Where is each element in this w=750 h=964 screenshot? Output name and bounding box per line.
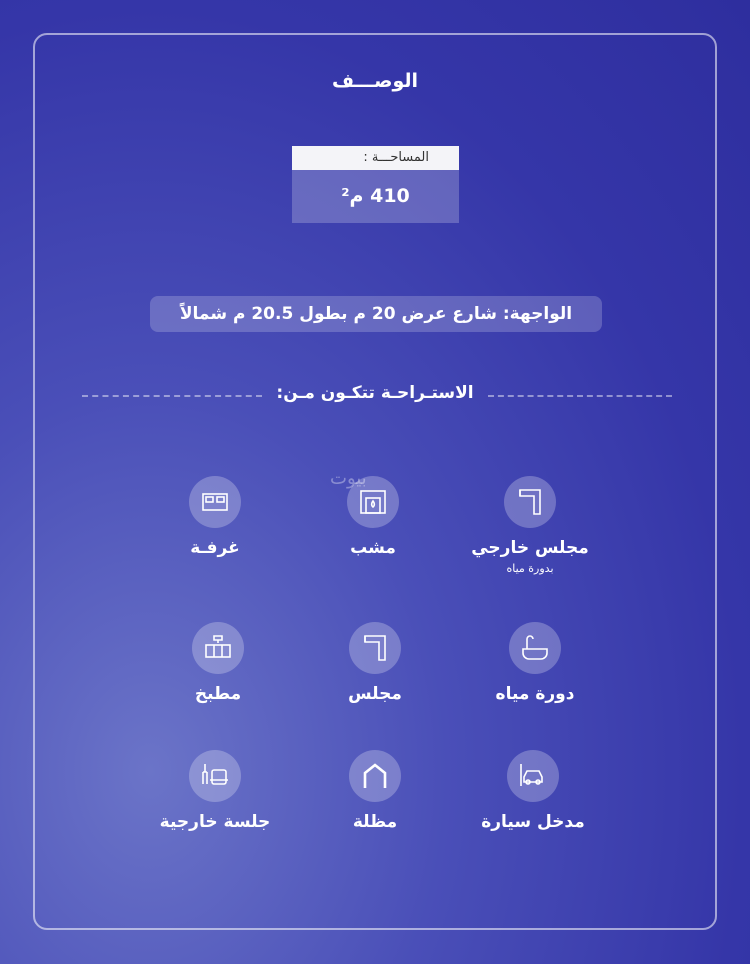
feature-kitchen [133, 622, 303, 704]
feature-label: مطبخ [194, 684, 242, 704]
bathtub-icon [509, 622, 561, 674]
corner-sofa-icon [349, 622, 401, 674]
consists-heading: الاستـراحـة تتكـون مـن: [276, 383, 474, 403]
fireplace-icon [347, 476, 399, 528]
feature-label: جلسة خارجية [159, 812, 271, 832]
armchair-icon [189, 750, 241, 802]
feature-label: مدخل سيارة [481, 812, 585, 832]
area-card [292, 146, 459, 223]
feature-fireplace [288, 476, 458, 558]
area-value: 410 م² [292, 170, 459, 223]
page-title: الوصـــف [331, 70, 419, 92]
corner-sofa-icon [504, 476, 556, 528]
area-label: المساحـــة : [292, 146, 459, 170]
feature-car-entrance [448, 750, 618, 832]
feature-room [130, 476, 300, 558]
feature-outdoor-seating [130, 750, 300, 832]
feature-shade [290, 750, 460, 832]
feature-bathroom [450, 622, 620, 704]
feature-label: مجلس [348, 684, 402, 704]
feature-label: مظلة [352, 812, 398, 832]
facade-info: الواجهة: شارع عرض 20 م بطول 20.5 م شمالاً [150, 296, 602, 332]
feature-outdoor-majlis [445, 476, 615, 575]
shade-icon [349, 750, 401, 802]
bed-icon [189, 476, 241, 528]
feature-label: غرفـة [190, 538, 240, 558]
car-icon [507, 750, 559, 802]
feature-majlis [290, 622, 460, 704]
feature-label: دورة مياه [495, 684, 575, 704]
feature-sublabel: بدورة مياه [506, 562, 554, 575]
kitchen-icon [192, 622, 244, 674]
feature-label: مشب [350, 538, 396, 558]
watermark: بيوت [330, 468, 367, 489]
feature-label: مجلس خارجي [471, 538, 589, 558]
